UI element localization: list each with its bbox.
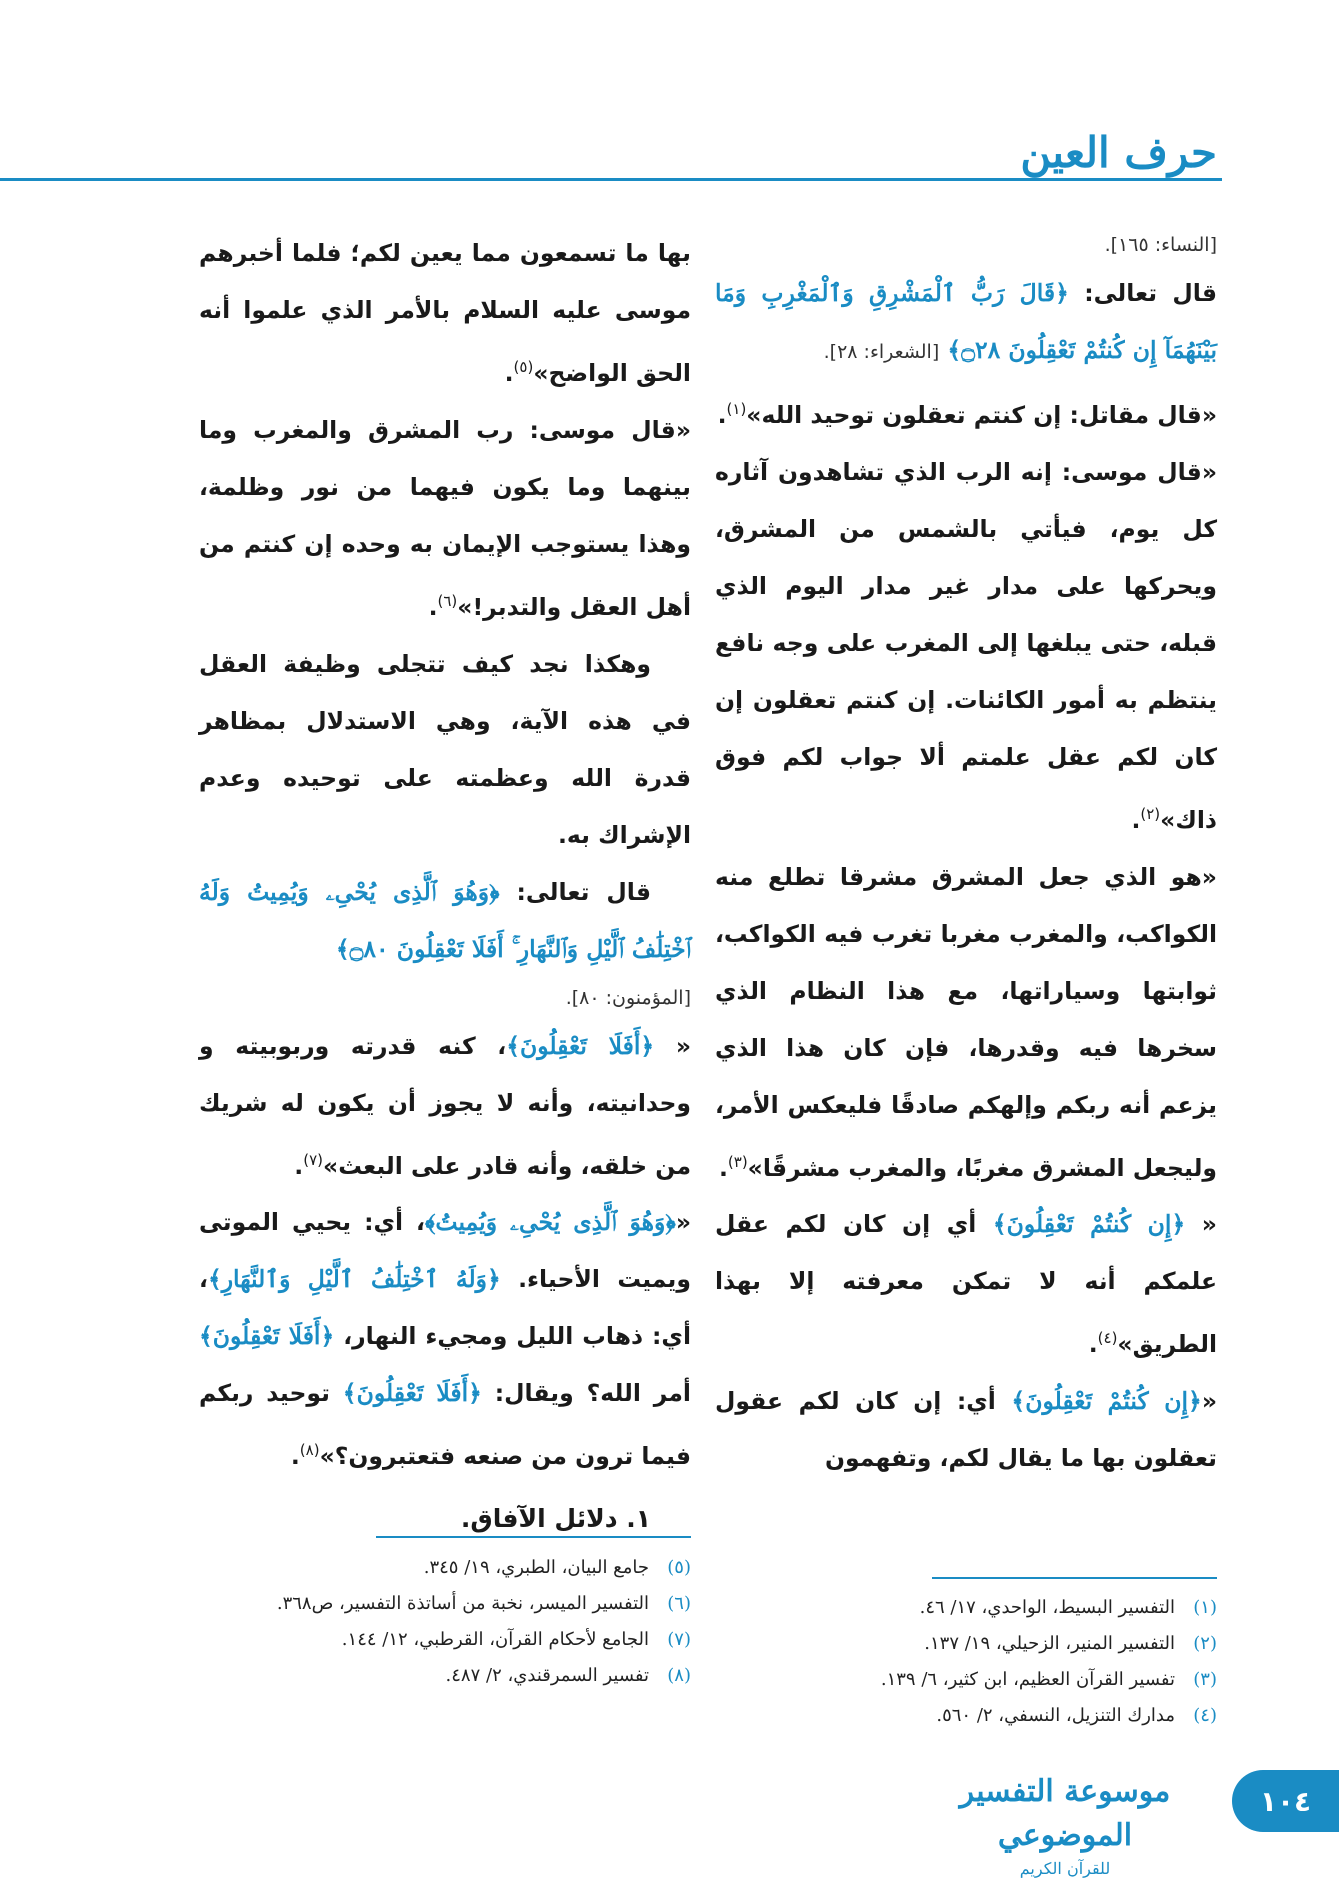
footnote-item	[715, 1698, 1217, 1734]
footnote-text: جامع البيان، الطبري، ١٩/ ٣٤٥.	[423, 1557, 649, 1578]
paragraph-intro: قال تعالى:	[1068, 279, 1217, 307]
encyclopedia-logo	[930, 1770, 1200, 1878]
paragraph-end: .	[428, 592, 438, 621]
quote-open: «	[1185, 1210, 1217, 1239]
logo-subtitle: للقرآن الكريم	[1019, 1859, 1111, 1878]
paragraph	[199, 225, 691, 402]
paragraph-intro: قال تعالى:	[499, 877, 652, 906]
paragraph	[715, 1196, 1217, 1373]
verse-reference: [النساء: ١٦٥].	[1104, 234, 1217, 256]
paragraph-end: .	[1131, 805, 1141, 834]
quran-phrase: ﴿إِن كُنتُمْ تَعْقِلُونَ﴾	[1011, 1387, 1202, 1416]
footnote-text: التفسير الميسر، نخبة من أساتذة التفسير، ص٣٦٨.	[276, 1593, 649, 1614]
logo-title: موسوعة التفسير الموضوعي	[959, 1774, 1171, 1853]
page-number-badge	[1232, 1770, 1339, 1832]
paragraph	[199, 1194, 691, 1485]
paragraph-end: .	[290, 1442, 300, 1471]
paragraph	[199, 402, 691, 636]
paragraph-text: ، أي: ذهاب الليل ومجيء النهار،	[199, 1265, 691, 1351]
footnote-number: (٢)	[1193, 1633, 1217, 1654]
quran-phrase: ﴿أَفَلَا تَعْقِلُونَ﴾	[199, 1322, 335, 1351]
footnote-item	[199, 1622, 691, 1658]
footnote-item	[199, 1586, 691, 1622]
footnote-text: الجامع لأحكام القرآن، القرطبي، ١٢/ ١٤٤.	[341, 1629, 649, 1650]
paragraph	[715, 381, 1217, 444]
quran-phrase: ﴿أَفَلَا تَعْقِلُونَ﴾	[506, 1031, 655, 1060]
footnote-item	[715, 1626, 1217, 1662]
page-number: ١٠٤	[1259, 1784, 1312, 1818]
footnote-text: مدارك التنزيل، النسفي، ٢/ ٥٦٠.	[936, 1705, 1175, 1726]
footnote-divider	[376, 1536, 691, 1538]
paragraph-text: «قال موسى: إنه الرب الذي تشاهدون آثاره كل يوم، فيأتي بالشمس من المشرق، ويحركها على مدار غير مدار اليوم الذي قبله، حتى يبلغها إلى المغرب على وجه نافع ينتظم به أمور الكائنات. إن كنتم تعقلون إن كان لكم عقل علمتم ألا جواب لكم فوق ذاك»	[715, 457, 1217, 834]
footnote-number: (١)	[1193, 1597, 1217, 1618]
paragraph-end: .	[718, 1153, 728, 1182]
paragraph-text: «هو الذي جعل المشرق مشرقا تطلع منه الكواكب، والمغرب مغربا تغرب فيه الكواكب، ثوابتها وسياراتها، مع هذا النظام الذي سخرها فيه وقدرها، فإن كان هذا الذي يزعم أنه ربكم وإلهكم صادقًا فليعكس الأمر، وليجعل المشرق مغربًا، والمغرب مشرقًا»	[715, 862, 1217, 1182]
footnote-text: التفسير البسيط، الواحدي، ١٧/ ٤٦.	[919, 1597, 1175, 1618]
footnote-marker[interactable]: (٢)	[1140, 804, 1161, 823]
quote-open: «	[654, 1031, 691, 1060]
paragraph	[715, 444, 1217, 849]
footnote-marker[interactable]: (٣)	[727, 1152, 748, 1171]
verse-reference: [الشعراء: ٢٨].	[823, 341, 940, 363]
paragraph-text: بها ما تسمعون مما يعين لكم؛ فلما أخبرهم موسى عليه السلام بالأمر الذي علموا أنه الحق الواضح»	[199, 239, 691, 387]
footnote-number: (٥)	[667, 1557, 691, 1578]
footnotes-left	[199, 1550, 691, 1694]
footnote-item	[199, 1658, 691, 1694]
footnote-number: (٣)	[1193, 1669, 1217, 1690]
left-column	[199, 225, 691, 1549]
footnote-item	[199, 1550, 691, 1586]
paragraph-text: أي إن كان لكم عقل علمكم أنه لا تمكن معرفته إلا بهذا الطريق»	[715, 1210, 1217, 1359]
paragraph-text: أمر الله؟ ويقال:	[481, 1379, 691, 1408]
paragraph	[715, 265, 1217, 381]
page-header-title: حرف العين	[1020, 128, 1217, 177]
footnote-marker[interactable]: (٧)	[303, 1150, 324, 1169]
footnote-number: (٦)	[667, 1593, 691, 1614]
footnote-marker[interactable]: (٨)	[299, 1441, 320, 1460]
quran-verse: ﴿قَالَ رَبُّ ٱلْمَشْرِقِ وَٱلْمَغْرِبِ وَمَا بَيْنَهُمَآ إِن كُنتُمْ تَعْقِلُونَ ۝٢٨﴾	[715, 279, 1217, 364]
paragraph-text: أي: إن كان لكم عقول تعقلون بها ما يقال لكم، وتفهمون	[715, 1387, 1217, 1473]
paragraph-text: توحيد ربكم فيما ترون من صنعه فتعتبرون؟»	[199, 1379, 691, 1471]
footnote-marker[interactable]: (٦)	[437, 591, 458, 610]
quran-phrase: ﴿إِن كُنتُمْ تَعْقِلُونَ﴾	[992, 1210, 1186, 1239]
footnote-text: تفسير السمرقندي، ٢/ ٤٨٧.	[445, 1665, 649, 1686]
paragraph-text: «قال مقاتل: إن كنتم تعقلون توحيد الله»	[746, 400, 1217, 429]
paragraph-end: .	[717, 400, 727, 429]
paragraph-end: .	[294, 1151, 304, 1180]
paragraph	[715, 849, 1217, 1197]
quran-phrase: ﴿وَلَهُ ٱخْتِلَٰفُ ٱلَّيْلِ وَٱلنَّهَارِ﴾	[207, 1265, 501, 1294]
footnote-divider	[932, 1577, 1217, 1579]
footnote-text: تفسير القرآن العظيم، ابن كثير، ٦/ ١٣٩.	[880, 1669, 1175, 1690]
footnote-number: (٧)	[667, 1629, 691, 1650]
footnote-item	[715, 1662, 1217, 1698]
paragraph-text: «قال موسى: رب المشرق والمغرب وما بينهما وما يكون فيهما من نور وظلمة، وهذا يستوجب الإيمان به وحده إن كنتم من أهل العقل والتدبر!»	[199, 415, 691, 621]
footnote-text: التفسير المنير، الزحيلي، ١٩/ ١٣٧.	[924, 1633, 1175, 1654]
paragraph	[199, 1018, 691, 1195]
footnotes-right	[715, 1590, 1217, 1734]
header-divider	[0, 178, 1222, 181]
quran-verse: ﴿وَهُوَ ٱلَّذِى يُحْىِۦ وَيُمِيتُ وَلَهُ ٱخْتِلَٰفُ ٱلَّيْلِ وَٱلنَّهَارِ ۚ أَفَلَا تَعْقِلُونَ ۝٨٠﴾	[199, 877, 691, 963]
footnote-item	[715, 1590, 1217, 1626]
section-heading: ١. دلائل الآفاق.	[460, 1504, 651, 1534]
footnote-marker[interactable]: (٤)	[1097, 1329, 1118, 1348]
quran-phrase: ﴿أَفَلَا تَعْقِلُونَ﴾	[342, 1379, 482, 1408]
paragraph-end: .	[1088, 1330, 1098, 1359]
paragraph	[199, 864, 691, 978]
paragraph-end: .	[504, 358, 514, 387]
footnote-marker[interactable]: (٥)	[513, 358, 534, 376]
quote-open: «	[675, 1208, 692, 1237]
footnote-number: (٤)	[1193, 1705, 1217, 1726]
footnote-number: (٨)	[667, 1665, 691, 1686]
paragraph: وهكذا نجد كيف تتجلى وظيفة العقل في هذه الآية، وهي الاستدلال بمظاهر قدرة الله وعظمته على توحيده وعدم الإشراك به.	[199, 649, 691, 849]
paragraph-text: ، كنه قدرته وربوبيته و وحدانيته، وأنه لا يجوز أن يكون له شريك من خلقه، وأنه قادر على البعث»	[199, 1031, 691, 1180]
right-column	[715, 225, 1217, 1487]
paragraph	[715, 1373, 1217, 1487]
footnote-marker[interactable]: (١)	[726, 400, 747, 418]
quran-phrase: ﴿وَهُوَ ٱلَّذِى يُحْىِۦ وَيُمِيتُ﴾	[425, 1208, 676, 1237]
verse-reference: [المؤمنون: ٨٠].	[565, 986, 691, 1009]
quote-open: «	[1201, 1387, 1217, 1416]
paragraph-text: ، أي: يحيي الموتى ويميت الأحياء.	[199, 1208, 691, 1294]
